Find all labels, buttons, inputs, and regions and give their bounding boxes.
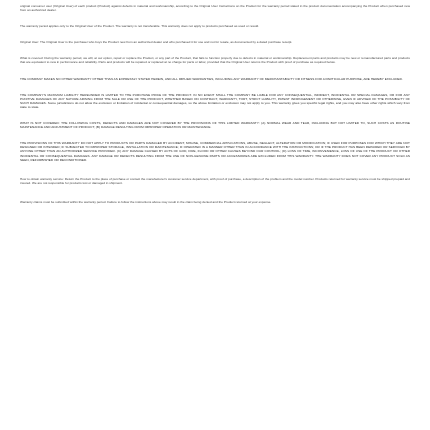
warranty-paragraph-original-user: Original User: The Original User is the purchaser who buys the Product new from an authorized dealer and who purchased it for use and not for resale, as documented by a dated purchase receipt. <box>20 40 293 45</box>
warranty-paragraph-not-covered: WHAT IS NOT COVERED: THE FOLLOWING COSTS, DEFECTS AND DAMAGES ARE NOT COVERED BY THE PROVISIONS OF THIS LIMITED WARRANTY: (A) NORMAL WEAR AND TEAR, INCLUDING BUT NOT LIMITED TO, SUCH COSTS AS ROUTINE MAINTENANCE AND ADJUSTMENT OF PRODUCT; (B) DAMAGE RESULTING FROM IMPROPER OPERATION OR MAINTENANCE. <box>20 121 410 130</box>
warranty-paragraph-exclusions: THE PROVISIONS OF THIS WARRANTY DO NOT APPLY TO PRODUCTS OR PARTS DAMAGED BY ACCIDENT, MISUSE, COMMERCIAL APPLICATIONS, ABUSE, NEGLECT, ALTERATION OR MODIFICATION; IF USED FOR PURPOSES FOR WHICH THEY ARE NOT DESIGNED OR INTENDED; IF SUBJECTED TO IMPROPER STORAGE, INSTALLATION OR MAINTENANCE; IF OPERATED IN A MANNER OTHER THAN IN ACCORDANCE WITH THE INSTRUCTIONS; OR IF THE PRODUCT HAS BEEN REPAIRED OR SERVICED BY ANYONE OTHER THAN AN AUTHORIZED SERVICE PROVIDER. (C) ANY DAMAGE CAUSED BY ACTS OF GOD, FIRE, FLOOD OR OTHER CAUSES BEYOND OUR CONTROL; (D) LOSS OF TIME, INCONVENIENCE, LOSS OF USE OF THE PRODUCT OR OTHER INCIDENTAL OR CONSEQUENTIAL DAMAGES. ANY DAMAGE OR DEFECTS RESULTING FROM THE USE OF NON-GENUINE PARTS OR ACCESSORIES ARE EXCLUDED FROM THIS WARRANTY. THE WARRANTY DOES NOT COVER ANY PRODUCT SOLD AS SEEN, REFURBISHED OR RECONDITIONED. <box>20 141 410 162</box>
warranty-paragraph-claims: Warranty claims must be submitted within the warranty period. Failure to follow the instructions above may result in the claim being denied and the Product returned at your expense. <box>20 199 272 204</box>
warranty-paragraph-how-to-obtain-service: How to obtain warranty service: Return the Product to the place of purchase or contact the manufacturer's customer service department, with proof of purchase, a description of the problem and the model number. Products returned for warranty service must be shipped prepaid and insured. We are not responsible for products lost or damaged in shipment. <box>20 176 410 185</box>
warranty-paragraph-intro: original consumer user (Original User) of each product (Product) against defects in material and workmanship, according to the Original User Instructions on the Product for the warranty period stated in the product documentation accompanying the Product when purchased new from an authorized dealer. <box>20 4 410 13</box>
warranty-paragraph-what-is-covered: What is covered: During the warranty period, we will, at our option, repair or replace the Product, or any part of the Product, that fails to function properly due to defects in material or workmanship. Replacement parts and products may be new or remanufactured parts and products that are equivalent to new in performance and reliability. Parts and products will be repaired or replaced at no charge for parts or labor, provided that the Original User returns the Product with proof of purchase as required below. <box>20 56 410 65</box>
warranty-paragraph-transfer: The warranty period applies only to the Original User of the Product. The warranty is not transferable. This warranty does not apply to products purchased as used or resold. <box>20 24 260 29</box>
warranty-paragraph-liability: THE COMPANY'S MAXIMUM LIABILITY HEREUNDER IS LIMITED TO THE PURCHASE PRICE OF THE PRODUCT. IN NO EVENT SHALL THE COMPANY BE LIABLE FOR ANY CONSEQUENTIAL, INDIRECT, INCIDENTAL OR SPECIAL DAMAGES, OR FOR ANY PUNITIVE DAMAGES OF ANY NATURE ARISING FROM THE SALE OR USE OF THE PRODUCT, WHETHER BASED ON CONTRACT, WARRANTY, TORT, STRICT LIABILITY, PATENT INFRINGEMENT OR OTHERWISE, EVEN IF ADVISED OF THE POSSIBILITY OF SUCH DAMAGES. Some jurisdictions do not allow the exclusion or limitation of incidental or consequential damages, so the above limitation or exclusion may not apply to you. This warranty gives you specific legal rights, and you may also have other rights which vary from state to state. <box>20 92 410 109</box>
warranty-paragraph-no-other-warranty: THE COMPANY MAKES NO OTHER WARRANTY OTHER THAN AS EXPRESSLY STATED HEREIN, AND ALL IMPLIED WARRANTIES, INCLUDING ANY WARRANTY OF MERCHANTABILITY OR FITNESS FOR A PARTICULAR PURPOSE, ARE HEREBY EXCLUDED. <box>20 76 403 81</box>
